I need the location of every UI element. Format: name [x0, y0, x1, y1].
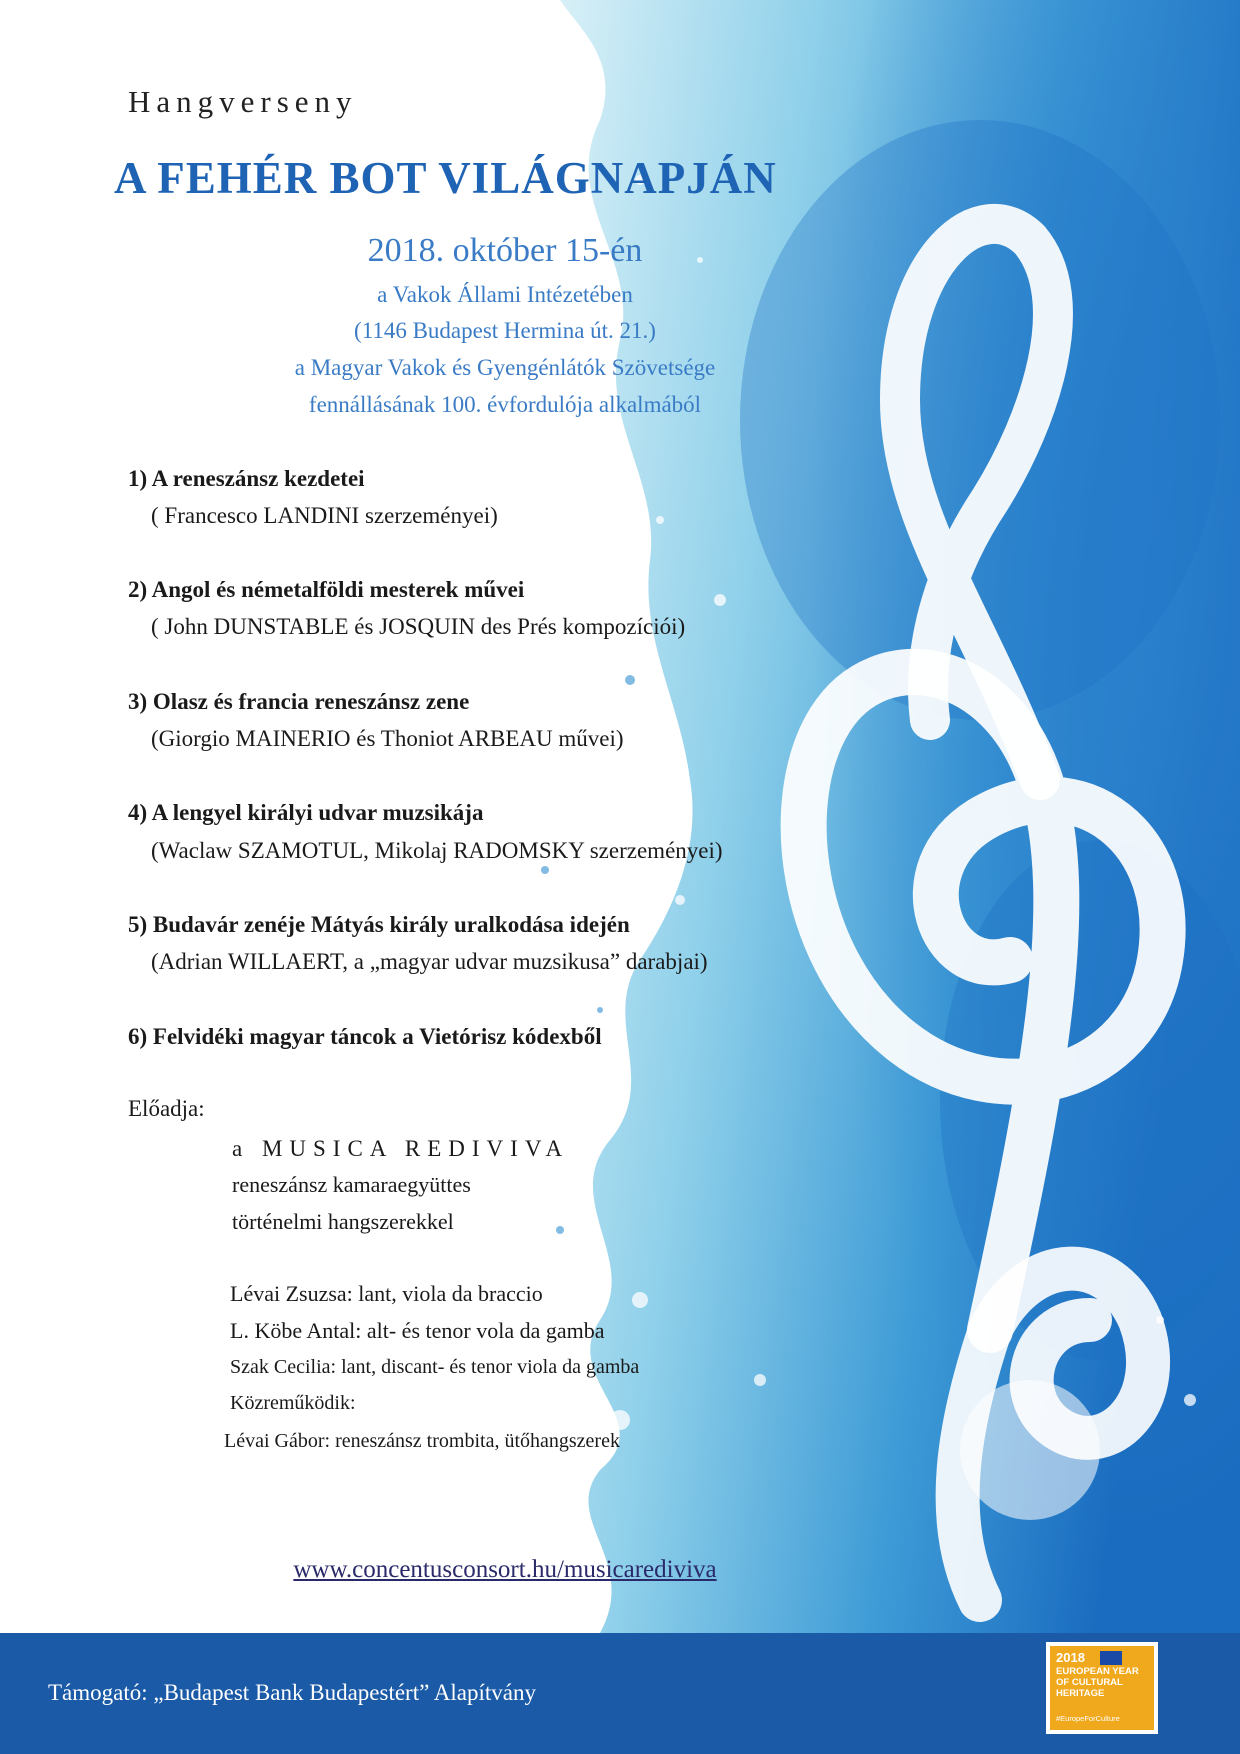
member-4: Lévai Gábor: reneszánsz trombita, ütőhangszerek — [224, 1430, 620, 1452]
concert-kicker: Hangverseny — [128, 84, 358, 119]
badge-text: EUROPEAN YEAR OF CULTURAL HERITAGE — [1056, 1666, 1139, 1699]
program-item-3-title: 3) Olasz és francia reneszánsz zene — [128, 689, 470, 714]
ensemble-description-2: történelmi hangszerekkel — [232, 1209, 454, 1234]
occasion-line-2: fennállásának 100. évfordulója alkalmából — [308, 392, 702, 417]
program-item-2-title: 2) Angol és németalföldi mesterek művei — [128, 577, 525, 602]
venue-line-2: (1146 Budapest Hermina út. 21.) — [354, 318, 656, 343]
website-link[interactable]: www.concentusconsort.hu/musicarediviva — [293, 1556, 717, 1583]
badge-hashtag: #EuropeForCulture — [1056, 1714, 1120, 1723]
performer-label: Előadja: — [128, 1096, 205, 1121]
program-item-5-sub: (Adrian WILLAERT, a „magyar udvar muzsikusa” darabjai) — [151, 949, 708, 974]
occasion-line-1: a Magyar Vakok és Gyengénlátók Szövetsége — [294, 355, 716, 380]
concert-title: A FEHÉR BOT VILÁGNAPJÁN — [114, 153, 777, 203]
ensemble-name: a MUSICA REDIVIVA — [232, 1136, 570, 1161]
program-item-1-title: 1) A reneszánsz kezdetei — [128, 466, 365, 491]
member-2: L. Köbe Antal: alt- és tenor vola da gamba — [230, 1318, 605, 1343]
program-item-3-sub: (Giorgio MAINERIO és Thoniot ARBEAU művei) — [151, 726, 624, 751]
concert-date: 2018. október 15-én — [367, 232, 643, 269]
venue-line-1: a Vakok Állami Intézetében — [377, 282, 633, 307]
sponsor-text: Támogató: „Budapest Bank Budapestért” Alapítvány — [48, 1680, 536, 1705]
program-item-4-sub: (Waclaw SZAMOTUL, Mikolaj RADOMSKY szerzeményei) — [151, 838, 723, 863]
program-item-1-sub: ( Francesco LANDINI szerzeményei) — [151, 503, 498, 528]
program-item-5-title: 5) Budavár zenéje Mátyás király uralkodása idején — [128, 912, 630, 937]
program-item-2-sub: ( John DUNSTABLE és JOSQUIN des Prés kompozíciói) — [151, 614, 686, 639]
ensemble-description-1: reneszánsz kamaraegyüttes — [232, 1172, 471, 1197]
program-item-6-title: 6) Felvidéki magyar táncok a Vietórisz kódexből — [128, 1024, 602, 1049]
eu-flag-icon — [1100, 1651, 1122, 1665]
badge-year: 2018 — [1056, 1650, 1085, 1665]
member-1: Lévai Zsuzsa: lant, viola da braccio — [230, 1281, 543, 1306]
contributor-label: Közreműködik: — [230, 1392, 356, 1414]
program-item-4-title: 4) A lengyel királyi udvar muzsikája — [128, 800, 484, 825]
european-heritage-badge — [1046, 1642, 1158, 1734]
member-3: Szak Cecilia: lant, discant- és tenor viola da gamba — [230, 1356, 640, 1378]
